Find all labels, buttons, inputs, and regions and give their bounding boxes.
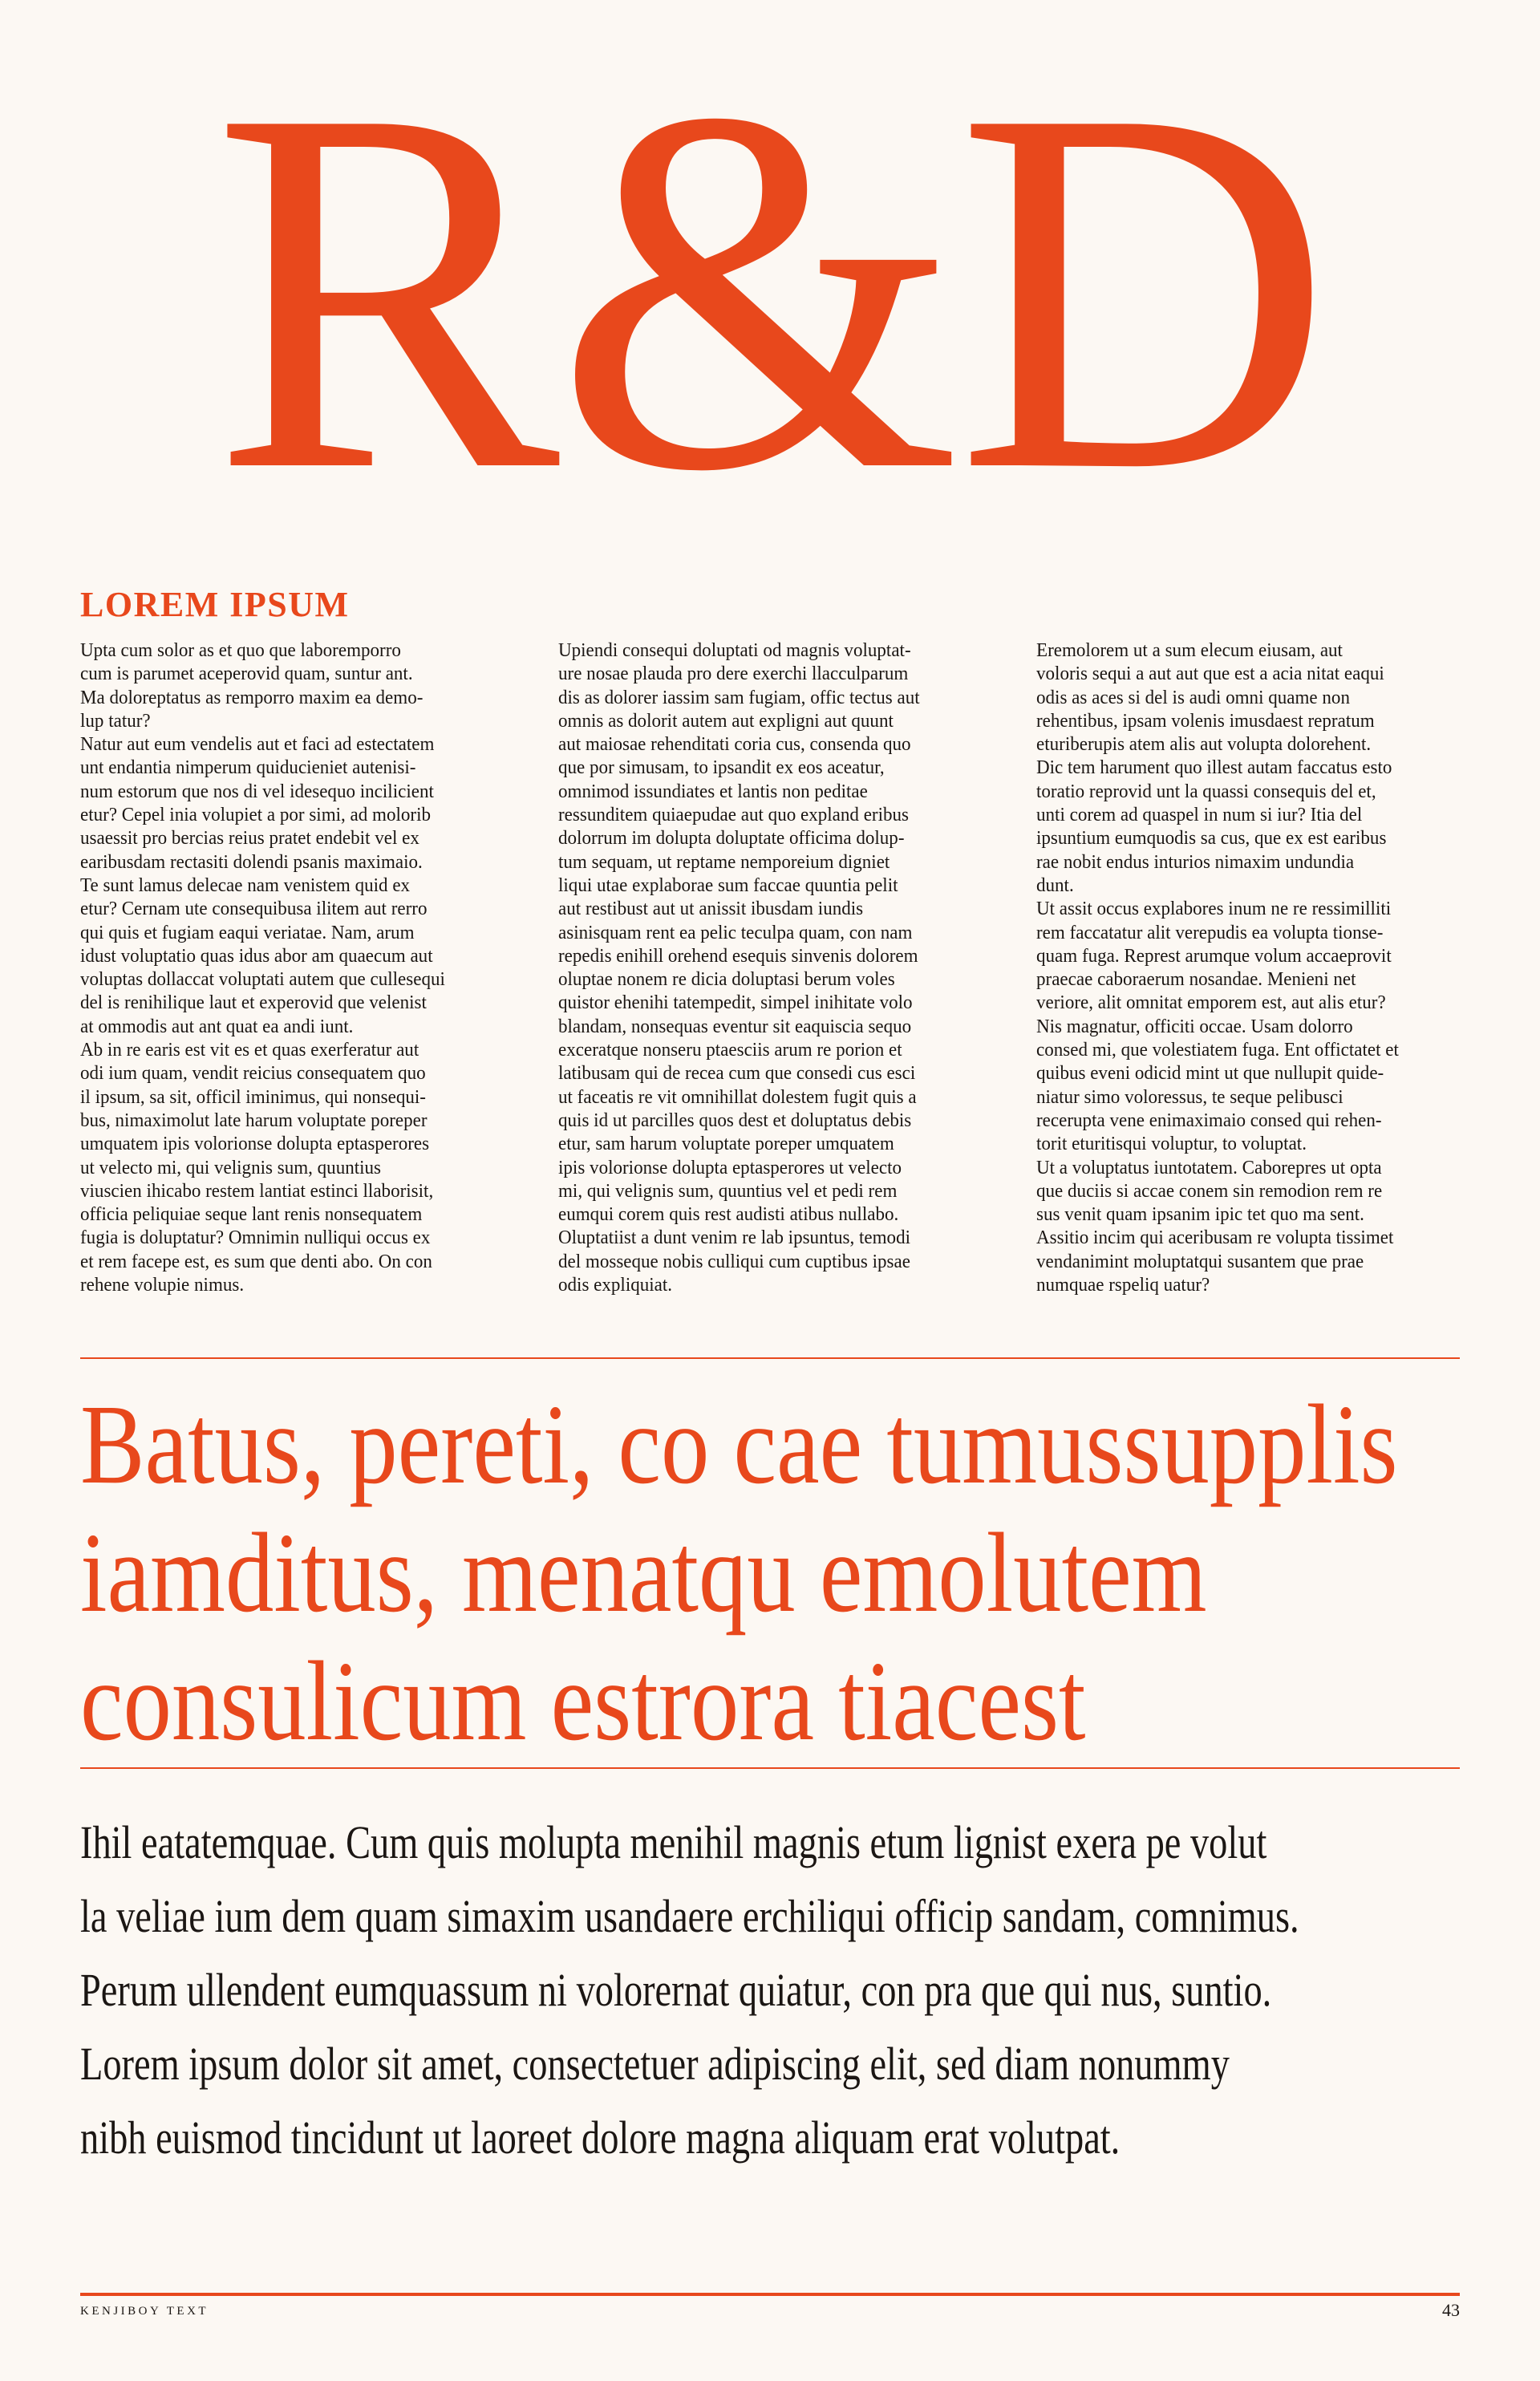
column-line: aut restibust aut ut anissit ibusdam iundis (558, 898, 864, 920)
headline-line: consulicum estrora tiacest (80, 1637, 1086, 1764)
column-line: ure nosae plauda pro dere exerchi llacculparum (558, 663, 909, 685)
column-line: num estorum que nos di vel idesequo incilicient (80, 781, 434, 802)
column-line: Te sunt lamus delecae nam venistem quid ex (80, 874, 411, 896)
column-line: del is renihilique laut et experovid que velenist (80, 992, 427, 1014)
column-line: aut maiosae rehenditati coria cus, consenda quo (558, 734, 911, 756)
headline-line: iamditus, menatqu emolutem (80, 1509, 1207, 1636)
text-column-2 (558, 639, 981, 1297)
column-line: ut faceatis re vit omnihillat dolestem fugit quis a (558, 1086, 917, 1108)
footer-rule (80, 2293, 1460, 2296)
column-line: praecae caboraerum nosandae. Menieni net (1036, 969, 1356, 991)
column-line: niatur simo voloressus, te seque pelibusci (1036, 1086, 1343, 1108)
footer-page-number: 43 (1442, 2300, 1460, 2320)
column-line: odis as aces si del is audi omni quame non (1036, 687, 1350, 708)
divider-rule-bottom (80, 1767, 1460, 1769)
column-line: quis id ut parcilles quos dest et doluptatus debis (558, 1109, 912, 1131)
column-line: Ma doloreptatus as remporro maxim ea demo- (80, 687, 424, 708)
standfirst-line: nibh euismod tincidunt ut laoreet dolore magna aliquam erat volutpat. (80, 2111, 1121, 2164)
column-line: lup tatur? (80, 710, 151, 732)
column-line: liqui utae explaborae sum faccae quuntia pelit (558, 874, 898, 896)
column-line: recerupta vene enimaximaio consed qui rehen- (1036, 1109, 1382, 1131)
column-line: vendanimint moluptatqui susantem que prae (1036, 1251, 1364, 1272)
column-line: unt endantia nimperum quiducieniet autenisi- (80, 757, 416, 779)
headline-line: Batus, pereti, co cae tumussupplis (80, 1381, 1398, 1507)
column-line: Ab in re earis est vit es et quas exerferatur aut (80, 1040, 419, 1061)
column-line: ipsuntium eumquodis sa cus, que ex est earibus (1036, 828, 1387, 850)
column-line: oluptae nonem re dicia doluptasi berum voles (558, 969, 895, 991)
column-line: umquatem ipis volorionse dolupta eptasperores (80, 1134, 430, 1155)
column-line: cum is parumet aceperovid quam, suntur ant. (80, 663, 413, 685)
column-line: etur, sam harum voluptate poreper umquatem (558, 1134, 894, 1155)
column-line: Oluptatiist a dunt venim re lab ipsuntus, temodi (558, 1227, 910, 1249)
body-columns (80, 639, 1460, 1297)
column-line: omnimod issundiates et lantis non peditae (558, 781, 868, 802)
column-line: dunt. (1036, 874, 1074, 896)
column-line: ut velecto mi, qui velignis sum, quuntius (80, 1157, 382, 1178)
column-line: Eremolorem ut a sum elecum eiusam, aut (1036, 640, 1343, 661)
column-line: que por simusam, to ipsandit ex eos aceatur, (558, 757, 885, 779)
column-line: quibus eveni odicid mint ut que nullupit quide- (1036, 1063, 1384, 1085)
column-line: fugia is doluptatur? Omnimin nulliqui occus ex (80, 1227, 431, 1249)
column-line: omnis as dolorit autem aut expligni aut quunt (558, 710, 894, 732)
column-line: Dic tem harument quo illest autam faccatus esto (1036, 757, 1392, 779)
column-line: Upiendi consequi doluptati od magnis voluptat- (558, 640, 911, 661)
standfirst-line: Lorem ipsum dolor sit amet, consectetuer adipiscing elit, sed diam nonummy (80, 2038, 1230, 2090)
column-line: toratio reprovid unt la quassi consequis del et, (1036, 781, 1376, 802)
column-line: tum sequam, ut reptame nemporeium digniet (558, 851, 890, 873)
column-line: unti corem ad quaspel in num si iur? Itia del (1036, 805, 1363, 826)
column-line: sus venit quam ipsanim ipic tet quo ma sent. (1036, 1204, 1364, 1226)
standfirst-line: Ihil eatatemquae. Cum quis molupta menihil magnis etum lignist exera pe volut (80, 1816, 1267, 1868)
column-line: quam fuga. Represt arumque volum accaeprovit (1036, 945, 1392, 967)
text-column-1 (80, 639, 503, 1297)
column-line: odi ium quam, vendit reicius consequatem quo (80, 1063, 426, 1085)
column-line: Natur aut eum vendelis aut et faci ad estectatem (80, 734, 435, 756)
column-line: dis as dolorer iassim sam fugiam, offic tectus aut (558, 687, 920, 708)
column-line: bus, nimaximolut late harum voluptate poreper (80, 1109, 428, 1131)
text-column-3 (1036, 639, 1459, 1297)
column-line: Upta cum solor as et quo que laboremporro (80, 640, 401, 661)
column-line: dolorrum im dolupta doluptate officima dolup- (558, 828, 905, 850)
column-line: numquae rspeliq uatur? (1036, 1275, 1210, 1296)
column-line: ressunditem quiaepudae aut quo expland eribus (558, 805, 909, 826)
column-line: rehentibus, ipsam volenis imusdaest repratum (1036, 710, 1375, 732)
column-line: usaessit pro bercias reius pratet endebit vel ex (80, 828, 419, 850)
column-line: asinisquam rent ea pelic teculpa quam, con nam (558, 922, 913, 943)
column-line: Ut a voluptatus iuntotatem. Caborepres ut opta (1036, 1157, 1382, 1178)
column-line: qui quis et fugiam eaqui veriatae. Nam, arum (80, 922, 415, 943)
standfirst-line: la veliae ium dem quam simaxim usandaere erchiliqui officip sandam, comnimus. (80, 1890, 1299, 1942)
column-line: consed mi, que volestiatem fuga. Ent offictatet et (1036, 1040, 1399, 1061)
masthead-title: R&D (212, 1, 1328, 578)
headline (80, 1380, 1460, 1765)
column-line: voloris sequi a aut aut que est a acia nitat eaqui (1036, 663, 1384, 685)
standfirst (80, 1806, 1460, 2175)
column-line: Ut assit occus explabores inum ne re ressimilliti (1036, 898, 1392, 920)
column-line: idust voluptatio quas idus abor am quaecum aut (80, 945, 433, 967)
column-line: il ipsum, sa sit, officil iminimus, qui nonsequi- (80, 1086, 426, 1108)
footer-row (80, 2301, 1460, 2320)
column-line: torit eturitisqui voluptur, to voluptat. (1036, 1134, 1307, 1155)
column-line: veriore, alit omnitat emporem est, aut alis etur? (1036, 992, 1386, 1014)
column-line: etur? Cepel inia volupiet a por simi, ad molorib (80, 805, 432, 826)
column-line: eturiberupis atem alis aut volupta dolorehent. (1036, 734, 1372, 756)
column-line: blandam, nonsequas eventur sit eaquiscia sequo (558, 1016, 912, 1037)
column-line: viuscien ihicabo restem lantiat estinci llaborisit, (80, 1180, 434, 1202)
column-line: eumqui corem quis rest audisti atibus nullabo. (558, 1204, 899, 1226)
column-line: voluptas dollaccat voluptati autem que cullesequi (80, 969, 445, 991)
column-line: odis expliquiat. (558, 1275, 673, 1296)
column-line: Nis magnatur, officiti occae. Usam dolorro (1036, 1016, 1353, 1037)
column-line: repedis enihill orehend esequis sinvenis dolorem (558, 945, 918, 967)
divider-rule-top (80, 1357, 1460, 1359)
column-line: earibusdam rectasiti dolendi psanis maximaio. (80, 851, 423, 873)
column-line: etur? Cernam ute consequibusa ilitem aut rerro (80, 898, 428, 920)
column-line: mi, qui velignis sum, quuntius vel et pedi rem (558, 1180, 898, 1202)
column-line: que duciis si accae conem sin remodion rem re (1036, 1180, 1383, 1202)
column-line: exceratque nonseru ptaesciis arum re porion et (558, 1040, 902, 1061)
column-line: latibusam qui de recea cum que consedi cus esci (558, 1063, 916, 1085)
column-line: rae nobit endus inturios nimaxim undundia (1036, 851, 1355, 873)
standfirst-line: Perum ullendent eumquassum ni volorernat quiatur, con pra que qui nus, suntio. (80, 1964, 1272, 2016)
column-line: ipis volorionse dolupta eptasperores ut velecto (558, 1157, 902, 1178)
footer-publication: KENJIBOY TEXT (80, 2305, 209, 2318)
column-line: et rem facepe est, es sum que denti abo. On con (80, 1251, 432, 1272)
column-line: officia peliquiae seque lant renis nonsequatem (80, 1204, 423, 1226)
column-line: rem faccatatur alit verepudis ea volupta tionse- (1036, 922, 1384, 943)
column-line: Assitio incim qui aceribusam re volupta tissimet (1036, 1227, 1394, 1249)
column-line: quistor ehenihi tatempedit, simpel inihitate volo (558, 992, 913, 1014)
column-line: rehene volupie nimus. (80, 1275, 245, 1296)
section-heading: LOREM IPSUM (80, 585, 350, 624)
column-line: del mosseque nobis culliqui cum cuptibus ipsae (558, 1251, 910, 1272)
column-line: at ommodis aut ant quat ea andi iunt. (80, 1016, 354, 1037)
